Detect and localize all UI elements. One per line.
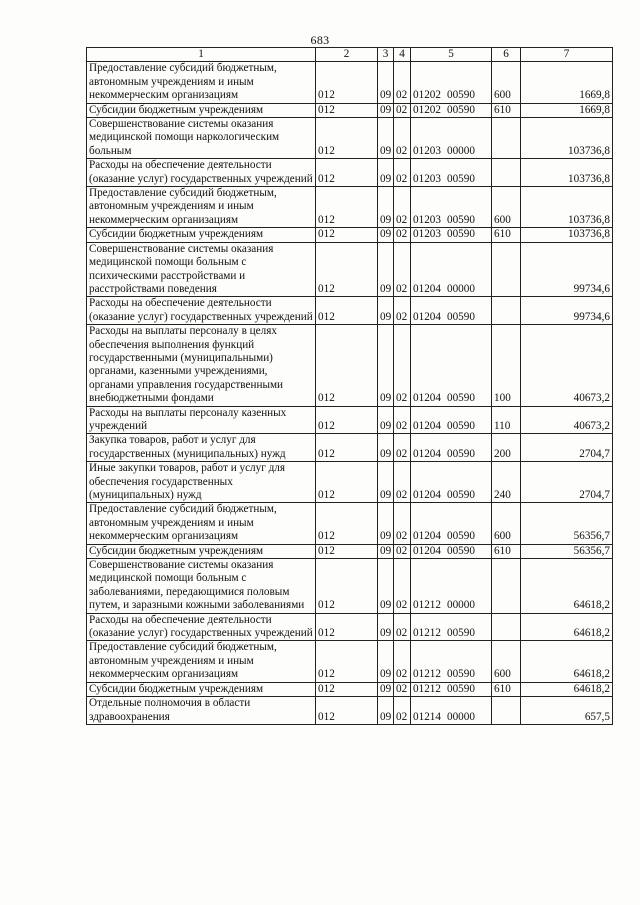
row-code-4: 02 — [394, 228, 411, 242]
row-code-5 — [411, 462, 492, 503]
row-code-2: 012 — [316, 187, 378, 228]
row-code-5-direction: 00590 — [446, 213, 475, 226]
row-amount: 64618,2 — [521, 641, 613, 682]
row-code-5-direction: 00590 — [446, 103, 475, 116]
row-code-6: 100 — [492, 325, 521, 406]
table-row — [87, 613, 613, 641]
table-row — [87, 187, 613, 228]
row-amount: 103736,8 — [521, 228, 613, 242]
table-row — [87, 641, 613, 682]
row-name: Предоставление субсидий бюджетным, автономным учреждениям и иным некоммерческим организациям — [87, 503, 316, 544]
row-code-6 — [492, 242, 521, 297]
row-amount: 103736,8 — [521, 118, 613, 159]
row-code-6: 600 — [492, 503, 521, 544]
row-code-3: 09 — [378, 434, 394, 462]
row-code-5-direction: 00590 — [446, 172, 475, 185]
row-code-6: 240 — [492, 462, 521, 503]
row-code-4: 02 — [394, 641, 411, 682]
row-code-5-direction: 00000 — [446, 599, 475, 612]
page-number: 683 — [310, 33, 330, 47]
row-code-5-program: 01204 — [413, 447, 441, 460]
row-code-5 — [411, 103, 492, 117]
row-code-6: 610 — [492, 544, 521, 558]
column-header-2: 2 — [316, 48, 378, 62]
row-code-3: 09 — [378, 297, 394, 325]
row-code-5-program: 01212 — [413, 599, 441, 612]
table-row — [87, 297, 613, 325]
row-name: Расходы на обеспечение деятельности (оказание услуг) государственных учреждений — [87, 613, 316, 641]
row-code-5 — [411, 434, 492, 462]
row-code-5-program: 01204 — [413, 310, 441, 323]
row-code-3: 09 — [378, 187, 394, 228]
row-name: Расходы на выплаты персоналу казенных учреждений — [87, 406, 316, 434]
row-code-5-program: 01204 — [413, 489, 441, 501]
row-code-5 — [411, 118, 492, 159]
row-code-5-program: 01204 — [413, 392, 441, 405]
row-amount: 1669,8 — [521, 62, 613, 103]
row-code-5-direction: 00590 — [446, 392, 475, 405]
row-name: Расходы на обеспечение деятельности (оказание услуг) государственных учреждений — [87, 297, 316, 325]
row-amount: 99734,6 — [521, 242, 613, 297]
row-code-3: 09 — [378, 242, 394, 297]
row-code-3: 09 — [378, 613, 394, 641]
row-code-3: 09 — [378, 544, 394, 558]
row-amount: 56356,7 — [521, 544, 613, 558]
table-row — [87, 406, 613, 434]
row-code-2: 012 — [316, 682, 378, 696]
row-code-3: 09 — [378, 559, 394, 614]
row-code-5 — [411, 697, 492, 725]
row-code-3: 09 — [378, 697, 394, 725]
row-code-3: 09 — [378, 159, 394, 187]
row-code-5 — [411, 325, 492, 406]
row-code-5 — [411, 242, 492, 297]
table-row — [87, 682, 613, 696]
row-code-6 — [492, 697, 521, 725]
row-code-5-direction: 00590 — [446, 419, 475, 432]
row-code-5-direction: 00590 — [446, 310, 475, 323]
row-code-2: 012 — [316, 434, 378, 462]
row-code-5-program: 01203 — [413, 228, 441, 241]
row-code-3: 09 — [378, 62, 394, 103]
row-code-5 — [411, 613, 492, 641]
row-code-6 — [492, 159, 521, 187]
row-code-6: 610 — [492, 103, 521, 117]
row-code-5-program: 01203 — [413, 172, 441, 185]
row-code-4: 02 — [394, 544, 411, 558]
row-code-3: 09 — [378, 503, 394, 544]
row-code-4: 02 — [394, 559, 411, 614]
row-code-5-program: 01212 — [413, 682, 441, 695]
row-code-5 — [411, 682, 492, 696]
row-amount: 64618,2 — [521, 559, 613, 614]
row-code-5-direction: 00590 — [446, 668, 475, 681]
row-amount: 2704,7 — [521, 462, 613, 503]
row-code-5-program: 01204 — [413, 530, 441, 543]
row-code-6: 110 — [492, 406, 521, 434]
table-row — [87, 325, 613, 406]
row-code-3: 09 — [378, 103, 394, 117]
row-code-5-direction: 00590 — [446, 530, 475, 543]
table-row — [87, 434, 613, 462]
row-code-5 — [411, 544, 492, 558]
column-header-6: 6 — [492, 48, 521, 62]
row-code-5-program: 01204 — [413, 282, 441, 295]
row-code-3: 09 — [378, 118, 394, 159]
table-row — [87, 103, 613, 117]
row-amount: 2704,7 — [521, 434, 613, 462]
row-code-4: 02 — [394, 697, 411, 725]
row-name: Закупка товаров, работ и услуг для государственных (муниципальных) нужд — [87, 434, 316, 462]
row-code-5 — [411, 559, 492, 614]
row-code-4: 02 — [394, 613, 411, 641]
row-code-5-program: 01202 — [413, 103, 441, 116]
row-code-5-program: 01203 — [413, 144, 441, 157]
row-code-6: 600 — [492, 641, 521, 682]
row-code-4: 02 — [394, 62, 411, 103]
column-header-4: 4 — [394, 48, 411, 62]
row-code-2: 012 — [316, 613, 378, 641]
row-name: Совершенствование системы оказания медицинской помощи больным с заболеваниями, передающимися половым путем, и заразными кожными заболеваниями — [87, 559, 316, 614]
row-code-5-direction: 00000 — [446, 710, 475, 723]
row-code-2: 012 — [316, 406, 378, 434]
row-code-2: 012 — [316, 462, 378, 503]
row-code-5 — [411, 159, 492, 187]
column-header-3: 3 — [378, 48, 394, 62]
row-name: Расходы на обеспечение деятельности (оказание услуг) государственных учреждений — [87, 159, 316, 187]
table-row — [87, 228, 613, 242]
row-code-4: 02 — [394, 118, 411, 159]
row-code-5-direction: 00590 — [446, 682, 475, 695]
row-amount: 99734,6 — [521, 297, 613, 325]
row-code-5-direction: 00590 — [446, 627, 475, 640]
row-code-5 — [411, 406, 492, 434]
table-row — [87, 503, 613, 544]
row-code-5-direction: 00590 — [446, 447, 475, 460]
table-row — [87, 559, 613, 614]
row-code-5 — [411, 187, 492, 228]
row-code-2: 012 — [316, 242, 378, 297]
row-code-5-direction: 00000 — [446, 144, 475, 157]
row-code-2: 012 — [316, 159, 378, 187]
column-header-1: 1 — [87, 48, 316, 62]
row-name: Иные закупки товаров, работ и услуг для обеспечения государственных (муниципальных) нужд — [87, 462, 316, 503]
row-name: Совершенствование системы оказания медицинской помощи больным с психическими расстройствами и расстройствами поведения — [87, 242, 316, 297]
row-code-5-program: 01212 — [413, 627, 441, 640]
row-code-4: 02 — [394, 297, 411, 325]
table-row — [87, 544, 613, 558]
row-code-4: 02 — [394, 242, 411, 297]
row-amount: 64618,2 — [521, 682, 613, 696]
row-code-4: 02 — [394, 462, 411, 503]
row-name: Предоставление субсидий бюджетным, автономным учреждениям и иным некоммерческим организациям — [87, 62, 316, 103]
column-header-5: 5 — [411, 48, 492, 62]
row-code-4: 02 — [394, 434, 411, 462]
row-code-2: 012 — [316, 697, 378, 725]
row-code-4: 02 — [394, 503, 411, 544]
row-code-5 — [411, 297, 492, 325]
row-code-4: 02 — [394, 682, 411, 696]
column-header-7: 7 — [521, 48, 613, 62]
row-name: Субсидии бюджетным учреждениям — [87, 103, 316, 117]
row-code-5-program: 01203 — [413, 213, 441, 226]
row-code-2: 012 — [316, 297, 378, 325]
row-code-5-program: 01202 — [413, 89, 441, 102]
row-code-2: 012 — [316, 641, 378, 682]
row-code-5-program: 01204 — [413, 419, 441, 432]
row-name: Совершенствование системы оказания медицинской помощи наркологическим больным — [87, 118, 316, 159]
row-code-6: 610 — [492, 228, 521, 242]
row-code-5 — [411, 503, 492, 544]
table-row — [87, 62, 613, 103]
row-amount: 103736,8 — [521, 187, 613, 228]
row-code-5-direction: 00590 — [446, 228, 475, 241]
row-name: Отдельные полномочия в области здравоохранения — [87, 697, 316, 725]
row-amount: 103736,8 — [521, 159, 613, 187]
row-name: Субсидии бюджетным учреждениям — [87, 228, 316, 242]
table-row — [87, 697, 613, 725]
row-code-5-direction: 00000 — [446, 282, 475, 295]
table-row — [87, 462, 613, 503]
row-amount: 657,5 — [521, 697, 613, 725]
row-code-6: 600 — [492, 62, 521, 103]
row-code-2: 012 — [316, 118, 378, 159]
row-code-2: 012 — [316, 228, 378, 242]
row-code-6 — [492, 118, 521, 159]
row-code-6: 200 — [492, 434, 521, 462]
row-code-3: 09 — [378, 406, 394, 434]
row-name: Предоставление субсидий бюджетным, автономным учреждениям и иным некоммерческим организациям — [87, 641, 316, 682]
row-name: Субсидии бюджетным учреждениям — [87, 544, 316, 558]
row-code-2: 012 — [316, 103, 378, 117]
row-code-3: 09 — [378, 682, 394, 696]
row-code-4: 02 — [394, 325, 411, 406]
table-row — [87, 242, 613, 297]
row-code-5-direction: 00590 — [446, 89, 475, 102]
row-code-4: 02 — [394, 406, 411, 434]
row-code-6: 600 — [492, 187, 521, 228]
table-row — [87, 159, 613, 187]
row-amount: 40673,2 — [521, 325, 613, 406]
row-code-3: 09 — [378, 228, 394, 242]
row-code-5-program: 01214 — [413, 710, 441, 723]
row-code-6 — [492, 559, 521, 614]
row-code-5-program: 01212 — [413, 668, 441, 681]
row-code-4: 02 — [394, 103, 411, 117]
row-name: Субсидии бюджетным учреждениям — [87, 682, 316, 696]
row-code-5-program: 01204 — [413, 544, 441, 557]
row-code-6: 610 — [492, 682, 521, 696]
row-code-4: 02 — [394, 187, 411, 228]
budget-table — [86, 47, 613, 725]
row-name: Расходы на выплаты персоналу в целях обеспечения выполнения функций государственными (муниципальными) органами, казенными учреждениями, органами управления государственными внебюджетными фондами — [87, 325, 316, 406]
row-code-3: 09 — [378, 462, 394, 503]
row-code-3: 09 — [378, 641, 394, 682]
row-code-5-direction: 00590 — [446, 544, 475, 557]
row-code-5 — [411, 228, 492, 242]
table-header-row — [87, 48, 613, 62]
row-amount: 56356,7 — [521, 503, 613, 544]
row-code-3: 09 — [378, 325, 394, 406]
row-code-5 — [411, 641, 492, 682]
row-amount: 64618,2 — [521, 613, 613, 641]
row-code-2: 012 — [316, 544, 378, 558]
row-code-2: 012 — [316, 503, 378, 544]
row-code-5 — [411, 62, 492, 103]
row-code-2: 012 — [316, 559, 378, 614]
row-code-6 — [492, 297, 521, 325]
row-name: Предоставление субсидий бюджетным, автономным учреждениям и иным некоммерческим организациям — [87, 187, 316, 228]
row-code-4: 02 — [394, 159, 411, 187]
row-code-6 — [492, 613, 521, 641]
table-body — [87, 62, 613, 725]
row-code-5-direction: 00590 — [446, 489, 475, 501]
row-amount: 40673,2 — [521, 406, 613, 434]
row-code-2: 012 — [316, 62, 378, 103]
row-amount: 1669,8 — [521, 103, 613, 117]
table-row — [87, 118, 613, 159]
row-code-2: 012 — [316, 325, 378, 406]
